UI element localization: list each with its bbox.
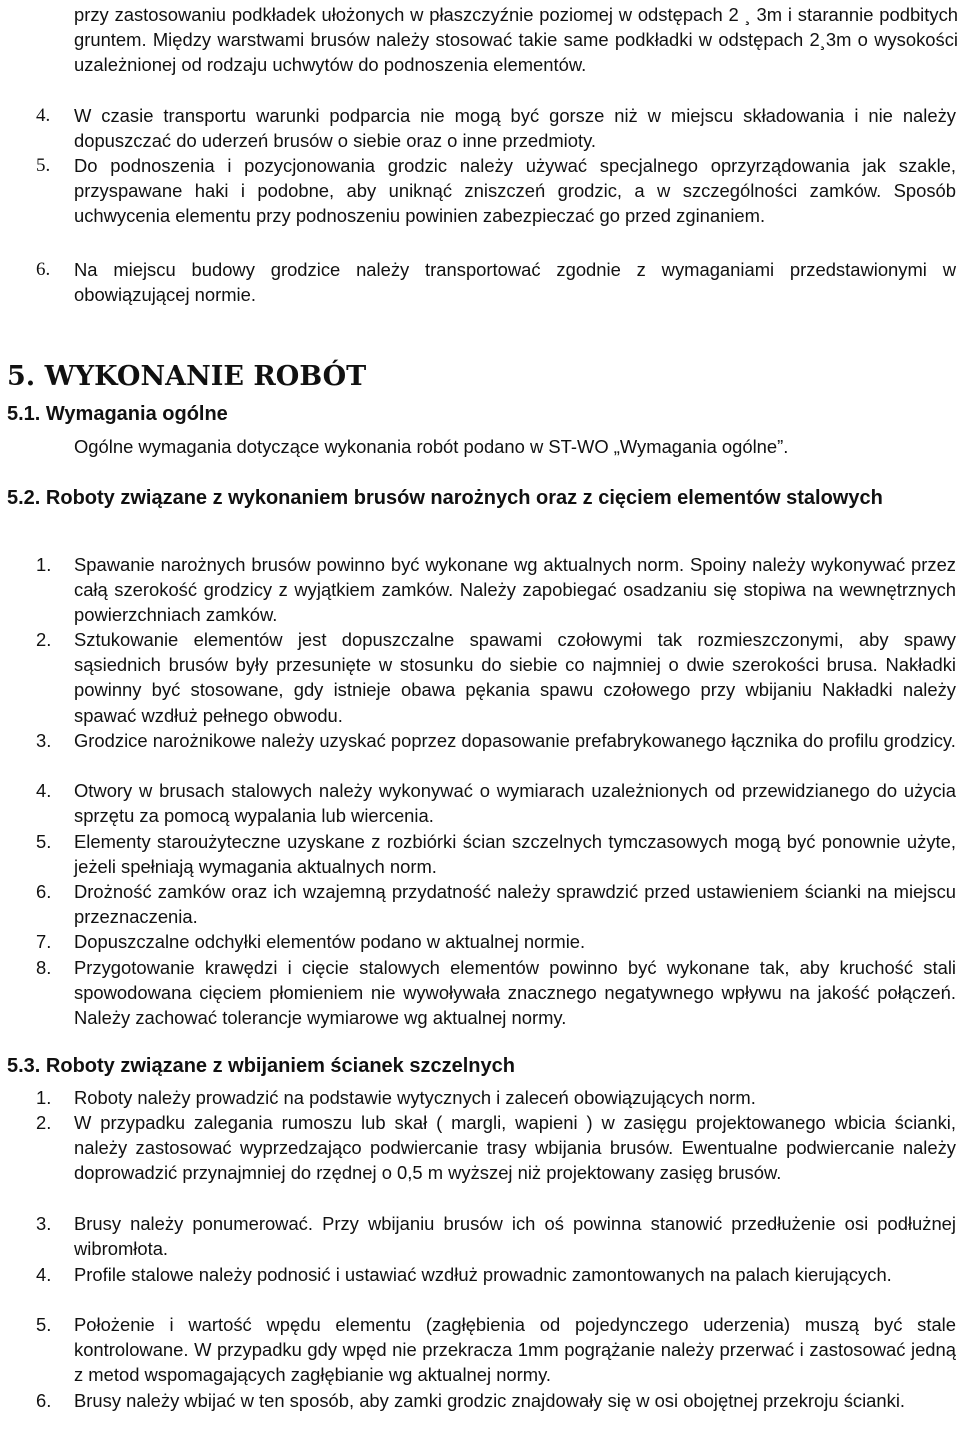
list-item [36,1312,956,1388]
list-item [36,627,956,728]
list-text: Profile stalowe należy podnosić i ustawiać wzdłuż prowadnic zamontowanych na palach kierujących. [74,1264,892,1285]
list-number: 4. [36,1264,52,1285]
list-number: 5. [36,831,52,852]
list-number: 4. [36,105,51,126]
list-item [36,728,956,753]
list-text: Spawanie narożnych brusów powinno być wykonane wg aktualnych norm. Spoiny należy wykonywać przez całą szerokość grodzicy z wyjątkiem zamków. Należy zapobiegać osadzaniu się stopiwa na wewnętrznych powierzchniach zamków. [74,554,956,626]
list-item [36,1262,956,1287]
list-text: Elementy staroużyteczne uzyskane z rozbiórki ścian szczelnych tymczasowych mogą być ponownie użyte, jeżeli spełniają wymagania aktualnych norm. [74,831,956,878]
list-number: 6. [36,881,52,902]
list-item [36,955,956,1031]
list-item [36,257,956,307]
subsection-heading: 5.1. Wymagania ogólne [7,403,228,425]
subsection-heading: 5.3. Roboty związane z wbijaniem ścianek szczelnych [7,1055,515,1077]
list-item [36,153,956,229]
list-number: 5. [36,1314,52,1335]
list-number: 1. [36,1087,52,1108]
paragraph-continuation: przy zastosowaniu podkładek ułożonych w płaszczyźnie poziomej w odstępach 2 ¸ 3m i starannie podbitych gruntem. Między warstwami brusów należy stosować takie same podkładki w odstępach 2¸3m o wysokości uzależnionej od rodzaju uchwytów do podnoszenia elementów. [74,4,958,76]
list-item [36,1211,956,1261]
list-text: Do podnoszenia i pozycjonowania grodzic należy używać specjalnego oprzyrządowania jak szakle, przyspawane haki i podobne, aby uniknąć zniszczeń grodzic, a w szczególności zamków. Sposób uchwycenia elementu przy podnoszeniu powinien zabezpieczać go przed zginaniem. [74,155,956,227]
list-item [36,1388,956,1413]
list-item [36,552,956,628]
list-number: 6. [36,1390,52,1411]
list-number: 2. [36,629,52,650]
list-number: 4. [36,780,52,801]
list-number: 1. [36,554,52,575]
list-text: Brusy należy wbijać w ten sposób, aby zamki grodzic znajdowały się w osi obojętnej przekroju ścianki. [74,1390,906,1411]
list-text: W czasie transportu warunki podparcia nie mogą być gorsze niż w miejscu składowania i nie należy dopuszczać do uderzeń brusów o siebie oraz o inne przedmioty. [74,105,956,152]
paragraph: Ogólne wymagania dotyczące wykonania robót podano w ST-WO „Wymagania ogólne”. [74,436,789,457]
list-item [36,829,956,879]
list-item [36,1110,956,1186]
list-text: Drożność zamków oraz ich wzajemną przydatność należy sprawdzić przed ustawieniem ścianki na miejscu przeznaczenia. [74,881,956,928]
list-item [36,879,956,929]
list-text: Grodzice narożnikowe należy uzyskać poprzez dopasowanie prefabrykowanego łącznika do profilu grodzicy. [74,730,956,751]
list-item [36,103,956,153]
list-number: 8. [36,957,52,978]
list-text: Dopuszczalne odchyłki elementów podano w aktualnej normie. [74,931,586,952]
list-text: Sztukowanie elementów jest dopuszczalne spawami czołowymi tak rozmieszczonymi, aby spawy sąsiednich brusów były przesunięte w stosunku do siebie co najmniej o dwie szerokości brusa. Nakładki powinny być stosowane, gdy istnieje obawa pękania spawu czołowego przy wbijaniu Nakładki należy spawać wzdłuż pełnego obwodu. [74,629,956,726]
list-item [36,929,956,954]
list-text: W przypadku zalegania rumoszu lub skał ( margli, wapieni ) w zasięgu projektowanego wbicia ścianki, należy zastosować wyprzedzająco podwiercanie trasy wbijania brusów. Ewentualne podwiercanie należy doprowadzić przynajmniej do rzędnej o 0,5 m wyższej niż projektowany zasięg brusów. [74,1112,956,1184]
list-item [36,778,956,828]
list-number: 6. [36,259,51,280]
list-number: 7. [36,931,52,952]
list-number: 5. [36,155,51,176]
list-number: 3. [36,1213,52,1234]
list-text: Na miejscu budowy grodzice należy transportować zgodnie z wymaganiami przedstawionymi w obowiązującej normie. [74,259,956,306]
list-number: 2. [36,1112,52,1133]
list-item [36,1085,956,1110]
list-text: Otwory w brusach stalowych należy wykonywać o wymiarach uzależnionych od przewidzianego do użycia sprzętu za pomocą wypalania lub wiercenia. [74,780,956,827]
subsection-heading: 5.2. Roboty związane z wykonaniem brusów narożnych oraz z cięciem elementów stalowych [7,487,883,509]
list-text: Roboty należy prowadzić na podstawie wytycznych i zaleceń obowiązujących norm. [74,1087,756,1108]
list-text: Przygotowanie krawędzi i cięcie stalowych elementów powinno być wykonane tak, aby kruchość stali spowodowana cięciem płomieniem nie wywoływała znacznego negatywnego wpływu na jakość połączeń. Należy zachować tolerancje wymiarowe wg aktualnej normy. [74,957,956,1029]
list-text: Położenie i wartość wpędu elementu (zagłębienia od pojedynczego uderzenia) muszą być stale kontrolowane. W przypadku gdy wpęd nie przekracza 1mm pogrążanie należy przerwać i zastosować jedną z metod wspomagających zagłębianie wg aktualnej normy. [74,1314,956,1386]
list-number: 3. [36,730,52,751]
list-text: Brusy należy ponumerować. Przy wbijaniu brusów ich oś powinna stanowić przedłużenie osi podłużnej wibromłota. [74,1213,956,1260]
section-heading: 5. WYKONANIE ROBÓT [7,361,367,392]
